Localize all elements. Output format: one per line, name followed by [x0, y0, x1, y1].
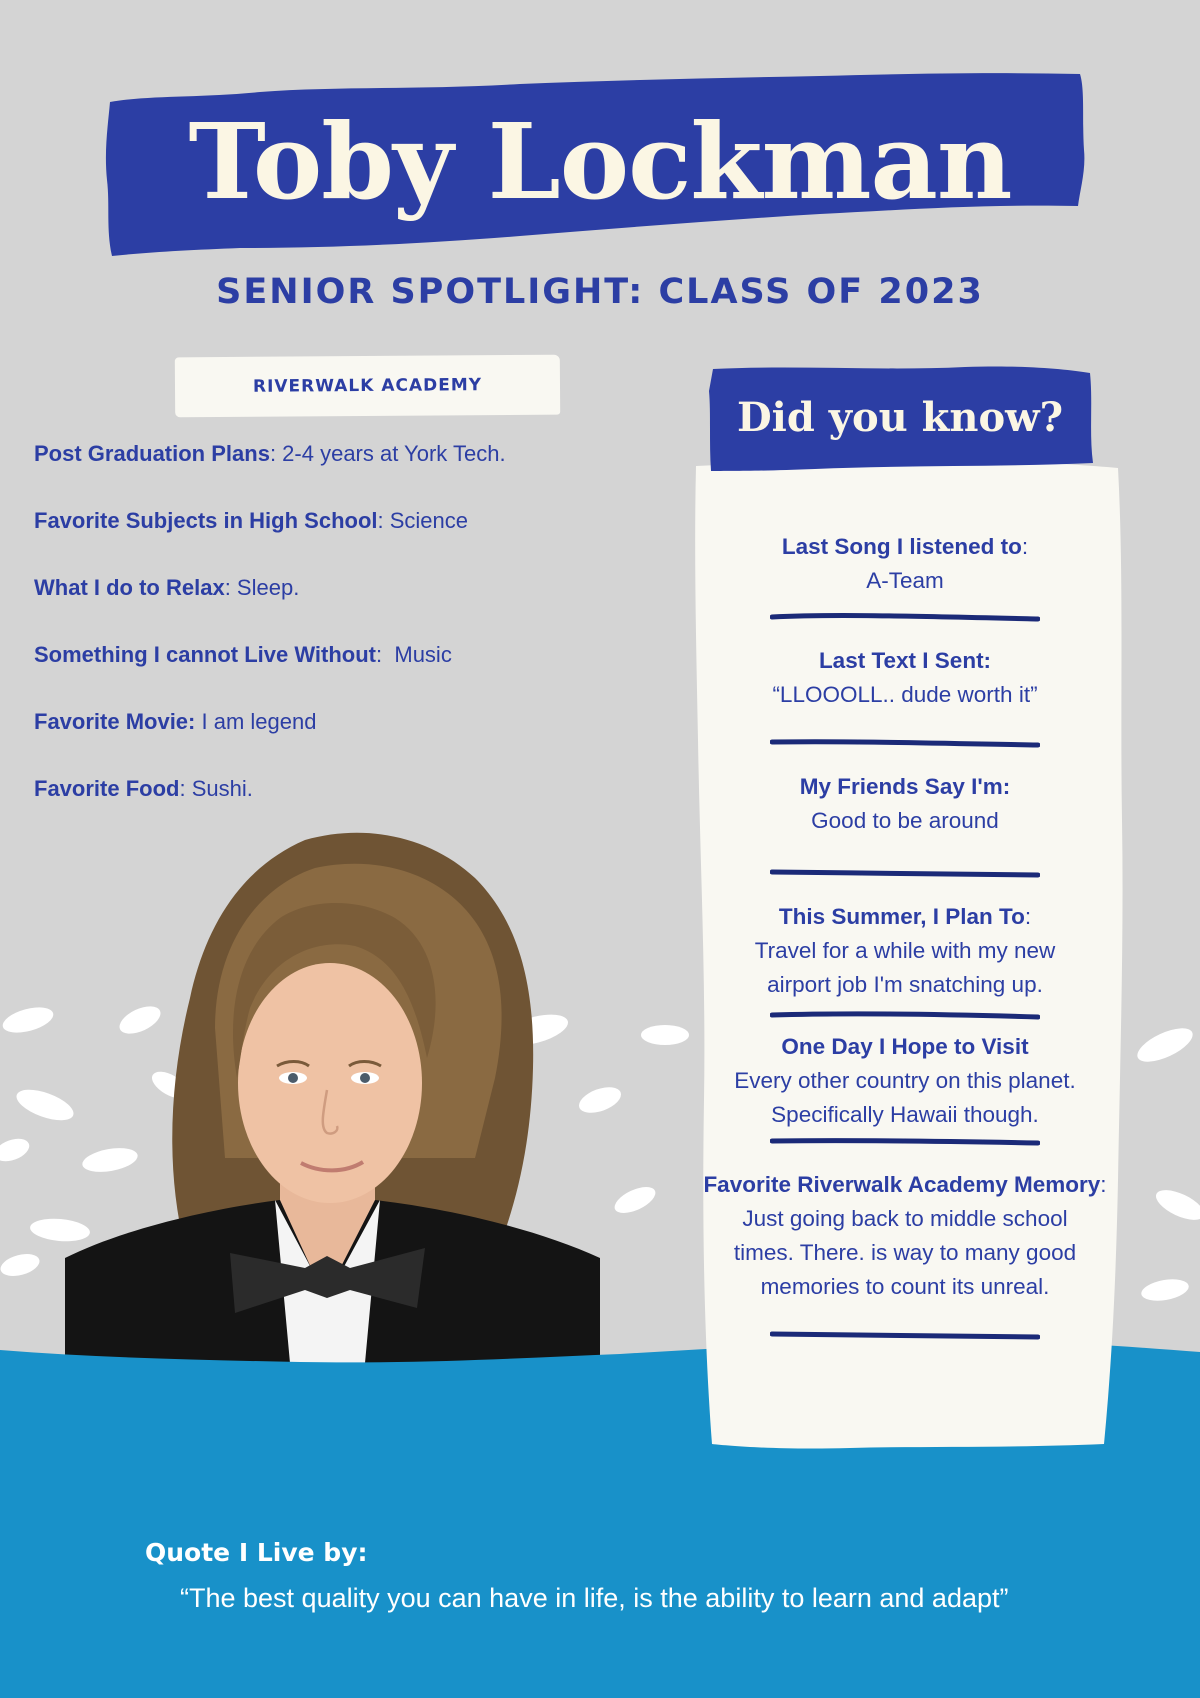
- student-portrait-photo: [65, 828, 600, 1363]
- did-you-know-list: [700, 530, 1110, 1340]
- dyk-last-text: Last Text I Sent: “LLOOOLL.. dude worth it”: [772, 648, 1038, 707]
- school-label: RIVERWALK ACADEMY: [175, 355, 560, 418]
- fact-favorite-subjects: Favorite Subjects in High School: Science: [34, 508, 469, 533]
- divider: [770, 1010, 1040, 1020]
- divider: [770, 1330, 1040, 1340]
- divider: [770, 1136, 1040, 1146]
- portrait-face: [238, 963, 422, 1203]
- divider: [770, 738, 1040, 748]
- facts-list: [34, 435, 674, 837]
- dyk-hope-to-visit: One Day I Hope to Visit Every other country on this planet. Specifically Hawaii though.: [734, 1034, 1076, 1127]
- quote-text: “The best quality you can have in life, is the ability to learn and adapt”: [180, 1583, 1009, 1613]
- divider: [770, 612, 1040, 622]
- dyk-summer-plan: This Summer, I Plan To: Travel for a while with my new airport job I'm snatching up.: [754, 904, 1056, 997]
- page-title: Toby Lockman: [188, 100, 1012, 223]
- dyk-friends-say: My Friends Say I'm: Good to be around: [799, 774, 1011, 833]
- quote-label: Quote I Live by:: [145, 1538, 368, 1567]
- dyk-favorite-memory: Favorite Riverwalk Academy Memory: Just going back to middle school times. There. is way to many good memories to count its unreal.: [703, 1172, 1107, 1299]
- dyk-last-song: Last Song I listened to: A-Team: [781, 534, 1029, 593]
- did-you-know-title: Did you know?: [736, 394, 1064, 441]
- fact-favorite-food: Favorite Food: Sushi.: [34, 776, 253, 801]
- fact-cannot-live-without: Something I cannot Live Without: Music: [34, 642, 452, 667]
- divider: [770, 868, 1040, 878]
- subtitle: SENIOR SPOTLIGHT: CLASS OF 2023: [216, 272, 984, 312]
- fact-favorite-movie: Favorite Movie: I am legend: [34, 709, 317, 734]
- fact-relax: What I do to Relax: Sleep.: [34, 575, 300, 600]
- fact-post-graduation-plans: Post Graduation Plans: 2-4 years at York Tech.: [34, 441, 506, 466]
